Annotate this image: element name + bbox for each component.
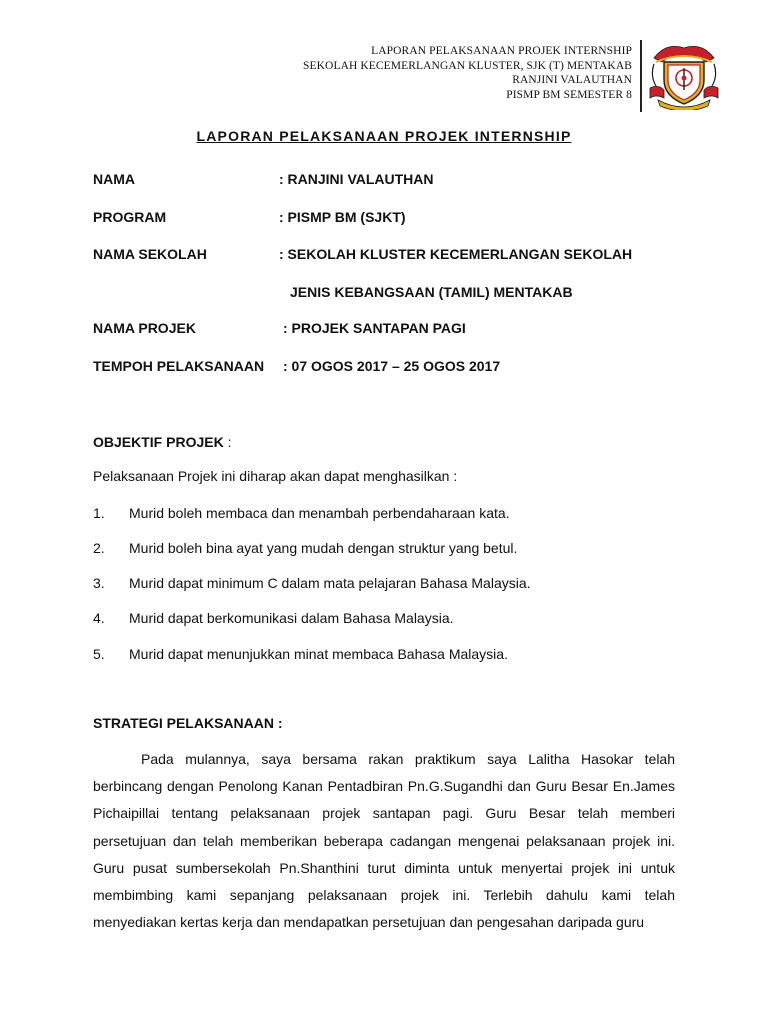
list-item-number: 3. [93,575,105,591]
info-value-continued: JENIS KEBANGSAAN (TAMIL) MENTAKAB [290,284,573,300]
list-item-number: 5. [93,646,105,662]
page-header [212,44,632,102]
list-item-text: Murid boleh membaca dan menambah perbendaharaan kata. [129,505,510,521]
header-line: LAPORAN PELAKSANAAN PROJEK INTERNSHIP [371,45,632,57]
header-line: SEKOLAH KECEMERLANGAN KLUSTER, SJK (T) MENTAKAB [303,59,632,72]
list-item-text: Murid dapat menunjukkan minat membaca Bahasa Malaysia. [129,646,508,662]
info-value: : RANJINI VALAUTHAN [279,171,434,187]
info-value: : 07 OGOS 2017 – 25 OGOS 2017 [283,358,501,374]
strategi-paragraph: Pada mulannya, saya bersama rakan praktikum saya Lalitha Hasokar telah berbincang dengan Penolong Kanan Pentadbiran Pn.G.Sugandhi dan Guru Besar En.James Pichaipillai tentang pelaksanaan projek santapan pagi. Guru Besar telah memberi persetujuan dan telah memberikan beberapa cadangan mengenai pelaksanaan projek ini. Guru pusat sumbersekolah Pn.Shanthini turut diminta untuk menyertai projek ini untuk membimbing kami sepanjang pelaksanaan projek ini. Terlebih dahulu kami telah menyediakan kertas kerja dan mendapatkan persetujuan dan pengesahan daripada guru [93,751,675,931]
list-item-text: Murid dapat berkomunikasi dalam Bahasa Malaysia. [129,610,454,626]
strategi-heading: STRATEGI PELAKSANAAN : [93,715,283,731]
list-item-number: 4. [93,610,105,626]
list-item-text: Murid boleh bina ayat yang mudah dengan struktur yang betul. [129,540,518,556]
objektif-heading-text: OBJEKTIF PROJEK [93,434,224,450]
header-line: RANJINI VALAUTHAN [512,74,632,86]
info-value: : PROJEK SANTAPAN PAGI [283,320,466,336]
objektif-intro: Pelaksanaan Projek ini diharap akan dapat menghasilkan : [93,468,458,484]
header-divider [640,40,642,112]
info-label: NAMA SEKOLAH [93,246,207,262]
info-value: : SEKOLAH KLUSTER KECEMERLANGAN SEKOLAH [279,246,633,262]
objektif-heading-suffix: : [223,434,232,450]
info-label: TEMPOH PELAKSANAAN [93,358,265,374]
school-crest-icon [648,44,720,110]
list-item-number: 2. [93,540,105,556]
objektif-heading [93,434,231,450]
document-title: LAPORAN PELAKSANAAN PROJEK INTERNSHIP [196,128,572,144]
list-item-number: 1. [93,505,105,521]
list-item-text: Murid dapat minimum C dalam mata pelajaran Bahasa Malaysia. [129,575,531,591]
info-label: PROGRAM [93,209,167,225]
info-label: NAMA [93,171,135,187]
header-line: PISMP BM SEMESTER 8 [506,88,632,101]
info-value: : PISMP BM (SJKT) [279,209,406,225]
info-label: NAMA PROJEK [93,320,196,336]
